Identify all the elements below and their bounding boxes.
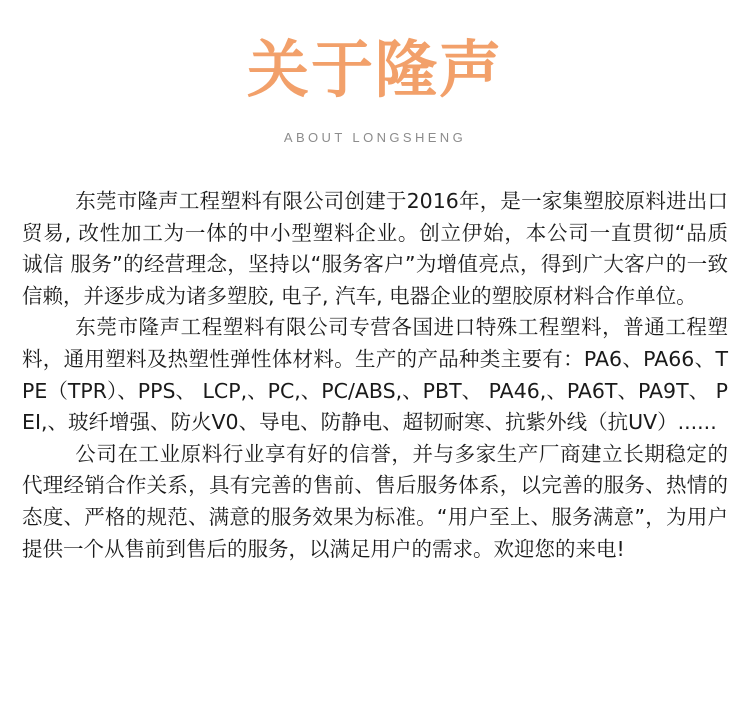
about-content [22,186,728,565]
paragraph-reputation: 公司在工业原料行业享有好的信誉，并与多家生产厂商建立长期稳定的代理经销合作关系，具有完善的售前、售后服务体系，以完善的服务、热情的态度、严格的规范、满意的服务效果为标准。“用户至上、服务满意”，为用户提供一个从售前到售后的服务，以满足用户的需求。欢迎您的来电! [22,441,728,561]
paragraph-company-intro: 东莞市隆声工程塑料有限公司创建于2016年，是一家集塑胶原料进出口贸易, 改性加工为一体的中小型塑料企业。创立伊始，本公司一直贯彻“品质 诚信 服务”的经营理念，坚持以“服务客户”为增值亮点，得到广大客户的一致信赖，并逐步成为诸多塑胶, 电子, 汽车, 电器企业的塑胶原材料合作单位。 [22,189,728,308]
page-header [0,30,750,146]
page-title: 关于隆声 [246,33,503,106]
paragraph-products: 东莞市隆声工程塑料有限公司专营各国进口特殊工程塑料，普通工程塑料，通用塑料及热塑性弹性体材料。生产的产品种类主要有：PA6、PA66、TPE（TPR）、PPS、 LCP,、PC,、PC/ABS,、PBT、 PA46,、PA6T、PA9T、 PEI,、玻纤增强、防火V0、导电、防静电、超韧耐寒、抗紫外线（抗UV）...... [22,315,728,435]
page-subtitle: ABOUT LONGSHENG [283,130,467,145]
